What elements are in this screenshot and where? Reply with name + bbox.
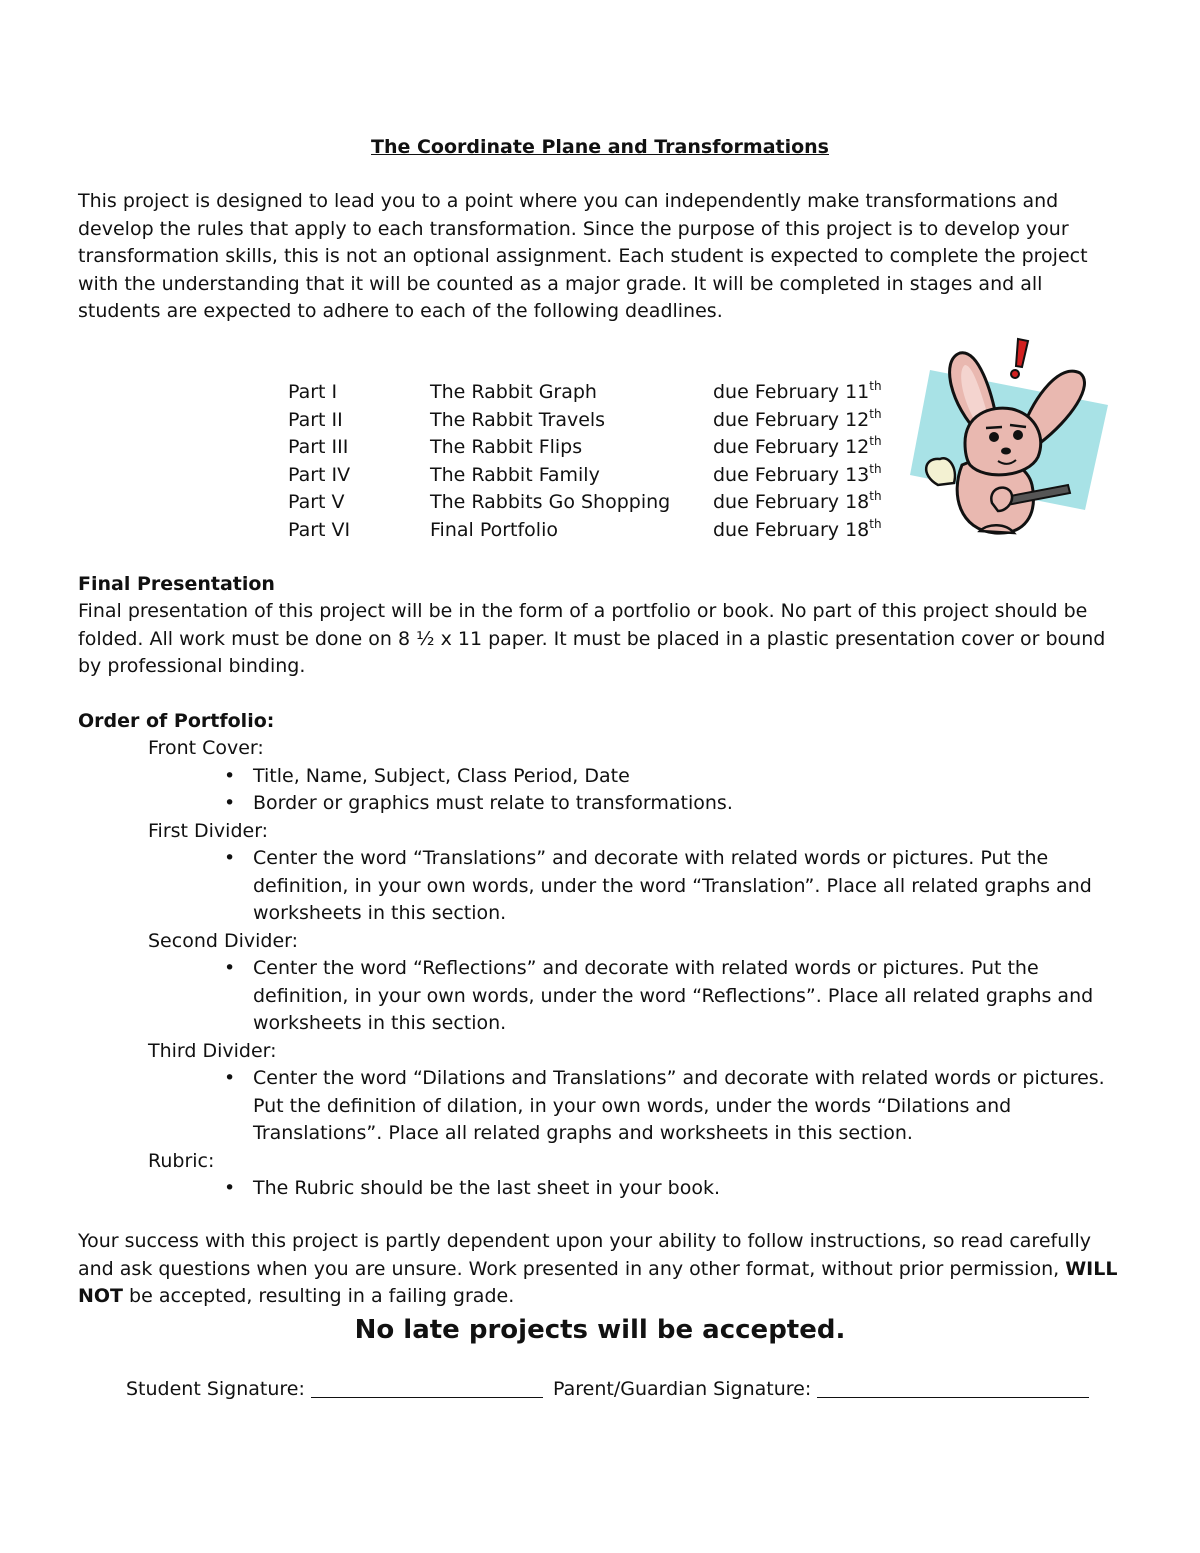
schedule-task: The Rabbits Go Shopping bbox=[430, 491, 671, 513]
student-signature-label: Student Signature: bbox=[126, 1378, 305, 1400]
signature-lines bbox=[126, 1376, 1089, 1404]
rabbit-tail bbox=[926, 458, 955, 485]
closing-paragraph bbox=[78, 1228, 1122, 1311]
schedule-task: The Rabbit Travels bbox=[430, 408, 606, 431]
portfolio-bullet-item bbox=[78, 1065, 1122, 1148]
portfolio-order-list bbox=[78, 735, 1122, 1203]
order-of-portfolio-heading: Order of Portfolio: bbox=[78, 710, 275, 732]
parent-signature-line[interactable] bbox=[817, 1377, 1089, 1398]
late-projects-notice: No late projects will be accepted. bbox=[354, 1315, 846, 1345]
schedule-part: Part III bbox=[288, 436, 349, 458]
will-not-emphasis: WILL NOT bbox=[78, 1257, 1118, 1307]
rabbit-clipart bbox=[910, 335, 1110, 540]
bullet-dot: • bbox=[224, 1067, 236, 1089]
bullet-dot: • bbox=[224, 792, 236, 814]
bullet-text: Title, Name, Subject, Class Period, Date bbox=[253, 764, 630, 787]
schedule-part: Part VI bbox=[288, 518, 351, 541]
portfolio-section-label: Second Divider: bbox=[148, 929, 299, 952]
schedule-part: Part V bbox=[288, 491, 345, 513]
schedule-part: Part II bbox=[288, 408, 343, 431]
closing-text-start: Your success with this project is partly dependent upon your ability to follow instructions, so read carefully and ask questions when you are unsure. Work presented in any other format, without prior permission, bbox=[78, 1230, 1092, 1280]
portfolio-bullet-item bbox=[78, 845, 1122, 928]
document-title: The Coordinate Plane and Transformations bbox=[371, 136, 829, 158]
bullet-dot: • bbox=[224, 957, 236, 979]
intro-paragraph: This project is designed to lead you to a point where you can independently make transformations and develop the rules that apply to each transformation. Since the purpose of this project is to develop your transformation skills, this is not an optional assignment. Each student is expected to complete the project with the understanding that it will be counted as a major grade. It will be completed in stages and all students are expected to adhere to each of the following deadlines. bbox=[78, 190, 1088, 322]
portfolio-bullet-item bbox=[78, 763, 1122, 791]
exclamation-mark bbox=[1016, 339, 1028, 367]
bullet-text: The Rubric should be the last sheet in your book. bbox=[253, 1177, 720, 1199]
closing-text-end: be accepted, resulting in a failing grade. bbox=[123, 1285, 515, 1307]
bullet-text: Center the word “Dilations and Translations” and decorate with related words or pictures. Put the definition of dilation, in your own words, under the words “Dilations and Translations”. Place all related graphs and worksheets in this section. bbox=[253, 1067, 1105, 1144]
portfolio-section-label: Third Divider: bbox=[148, 1039, 277, 1062]
portfolio-section-label: First Divider: bbox=[148, 819, 269, 842]
portfolio-section-label: Rubric: bbox=[148, 1149, 215, 1172]
parent-signature-label: Parent/Guardian Signature: bbox=[553, 1378, 812, 1400]
portfolio-bullet-item bbox=[78, 790, 1122, 818]
rabbit-head bbox=[965, 408, 1041, 475]
schedule-task: The Rabbit Family bbox=[430, 463, 600, 486]
bullet-text: Center the word “Reflections” and decorate with related words or pictures. Put the definition, in your own words, under the word “Reflections”. Place all related graphs and worksheets in this section. bbox=[253, 957, 1094, 1034]
schedule-due-date: due February 18th bbox=[713, 516, 882, 541]
final-presentation-heading: Final Presentation bbox=[78, 573, 275, 595]
schedule-due-date: due February 11th bbox=[713, 379, 882, 403]
bullet-text: Center the word “Translations” and decorate with related words or pictures. Put the definition, in your own words, under the word “Translation”. Place all related graphs and worksheets in this section. bbox=[253, 847, 1092, 924]
final-presentation-text: Final presentation of this project will be in the form of a portfolio or book. No part of this project should be folded. All work must be done on 8 ½ x 11 paper. It must be placed in a plastic presentation cover or bound by professional binding. bbox=[78, 600, 1106, 677]
student-signature-line[interactable] bbox=[311, 1377, 543, 1398]
bullet-dot: • bbox=[224, 847, 236, 869]
schedule-due-date: due February 12th bbox=[713, 434, 882, 458]
portfolio-bullet-item bbox=[78, 1175, 1122, 1203]
schedule-task: The Rabbit Flips bbox=[430, 436, 583, 458]
schedule-task: The Rabbit Graph bbox=[430, 381, 597, 403]
schedule-part: Part I bbox=[288, 381, 338, 403]
schedule-due-date: due February 18th bbox=[713, 489, 882, 513]
schedule-part: Part IV bbox=[288, 463, 351, 486]
schedule-due-date: due February 13th bbox=[713, 461, 882, 486]
schedule-due-date: due February 12th bbox=[713, 406, 882, 431]
portfolio-bullet-item bbox=[78, 955, 1122, 1038]
bullet-text: Border or graphics must relate to transformations. bbox=[253, 792, 733, 814]
portfolio-section-label: Front Cover: bbox=[148, 737, 264, 759]
bullet-dot: • bbox=[224, 764, 236, 787]
schedule-task: Final Portfolio bbox=[430, 518, 558, 541]
bullet-dot: • bbox=[224, 1177, 236, 1199]
